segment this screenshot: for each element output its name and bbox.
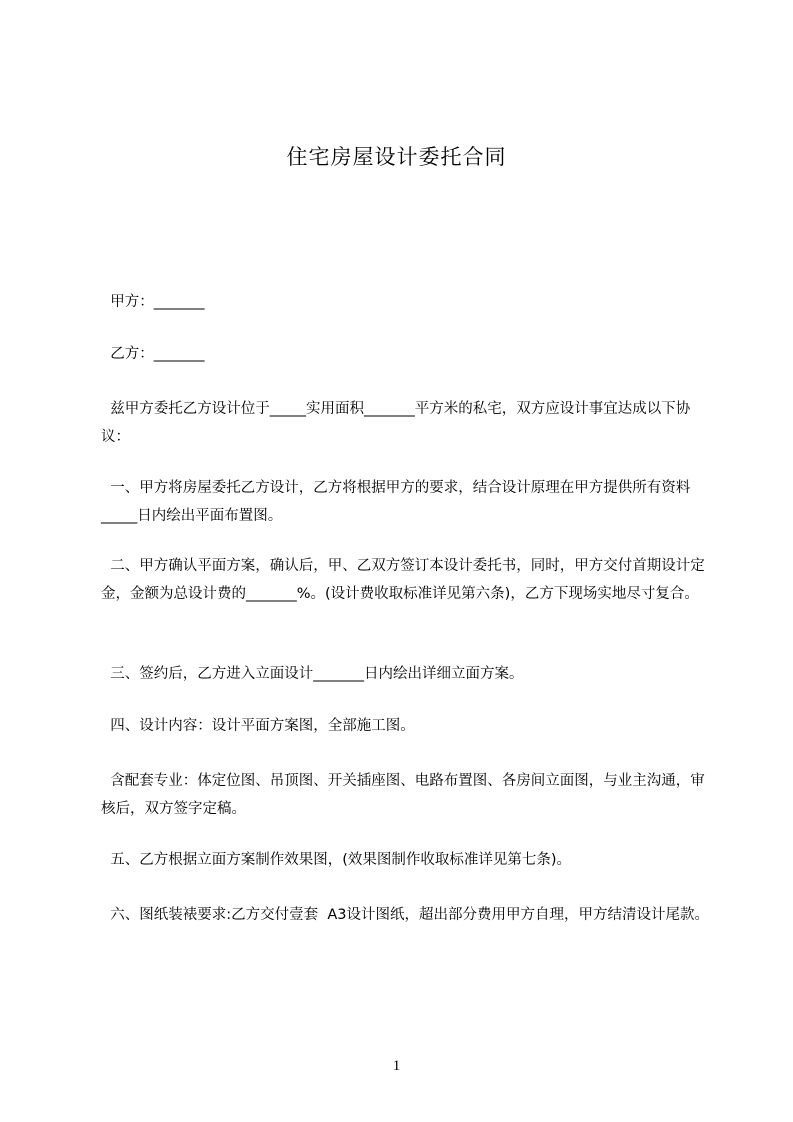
clause-4-paragraph: 四、设计内容：设计平面方案图，全部施工图。 xyxy=(101,718,415,734)
supporting-specialties-paragraph: 含配套专业：体定位图、吊顶图、开关插座图、电路布置图、各房间立面图，与业主沟通，审核后，双方签字定稿。 xyxy=(101,773,705,817)
clause-3-paragraph: 三、签约后，乙方进入立面设计_______日内绘出详细立面方案。 xyxy=(101,666,524,682)
party-b-line: 乙方：_______ xyxy=(101,346,205,362)
clause-5-paragraph: 五、乙方根据立面方案制作效果图，(效果图制作收取标准详见第七条)。 xyxy=(101,852,572,868)
clause-1-paragraph: 一、甲方将房屋委托乙方设计，乙方将根据甲方的要求，结合设计原理在甲方提供所有资料_____日内绘出平面布置图。 xyxy=(101,480,691,524)
clause-2-paragraph: 二、甲方确认平面方案，确认后，甲、乙双方签订本设计委托书，同时，甲方交付首期设计定金，金额为总设计费的_______%。(设计费收取标准详见第六条)，乙方下现场实地尽寸复合。 xyxy=(101,558,705,602)
party-a-line: 甲方：_______ xyxy=(101,294,205,310)
clause-6-paragraph: 六、图纸装裱要求:乙方交付壹套 A3设计图纸，超出部分费用甲方自理，甲方结清设计尾款。 xyxy=(101,907,709,923)
intro-paragraph: 兹甲方委托乙方设计位于_____实用面积_______平方米的私宅，双方应设计事宜达成以下协议： xyxy=(101,401,691,445)
page-number: 1 xyxy=(392,1058,401,1074)
document-title: 住宅房屋设计委托合同 xyxy=(286,145,507,169)
